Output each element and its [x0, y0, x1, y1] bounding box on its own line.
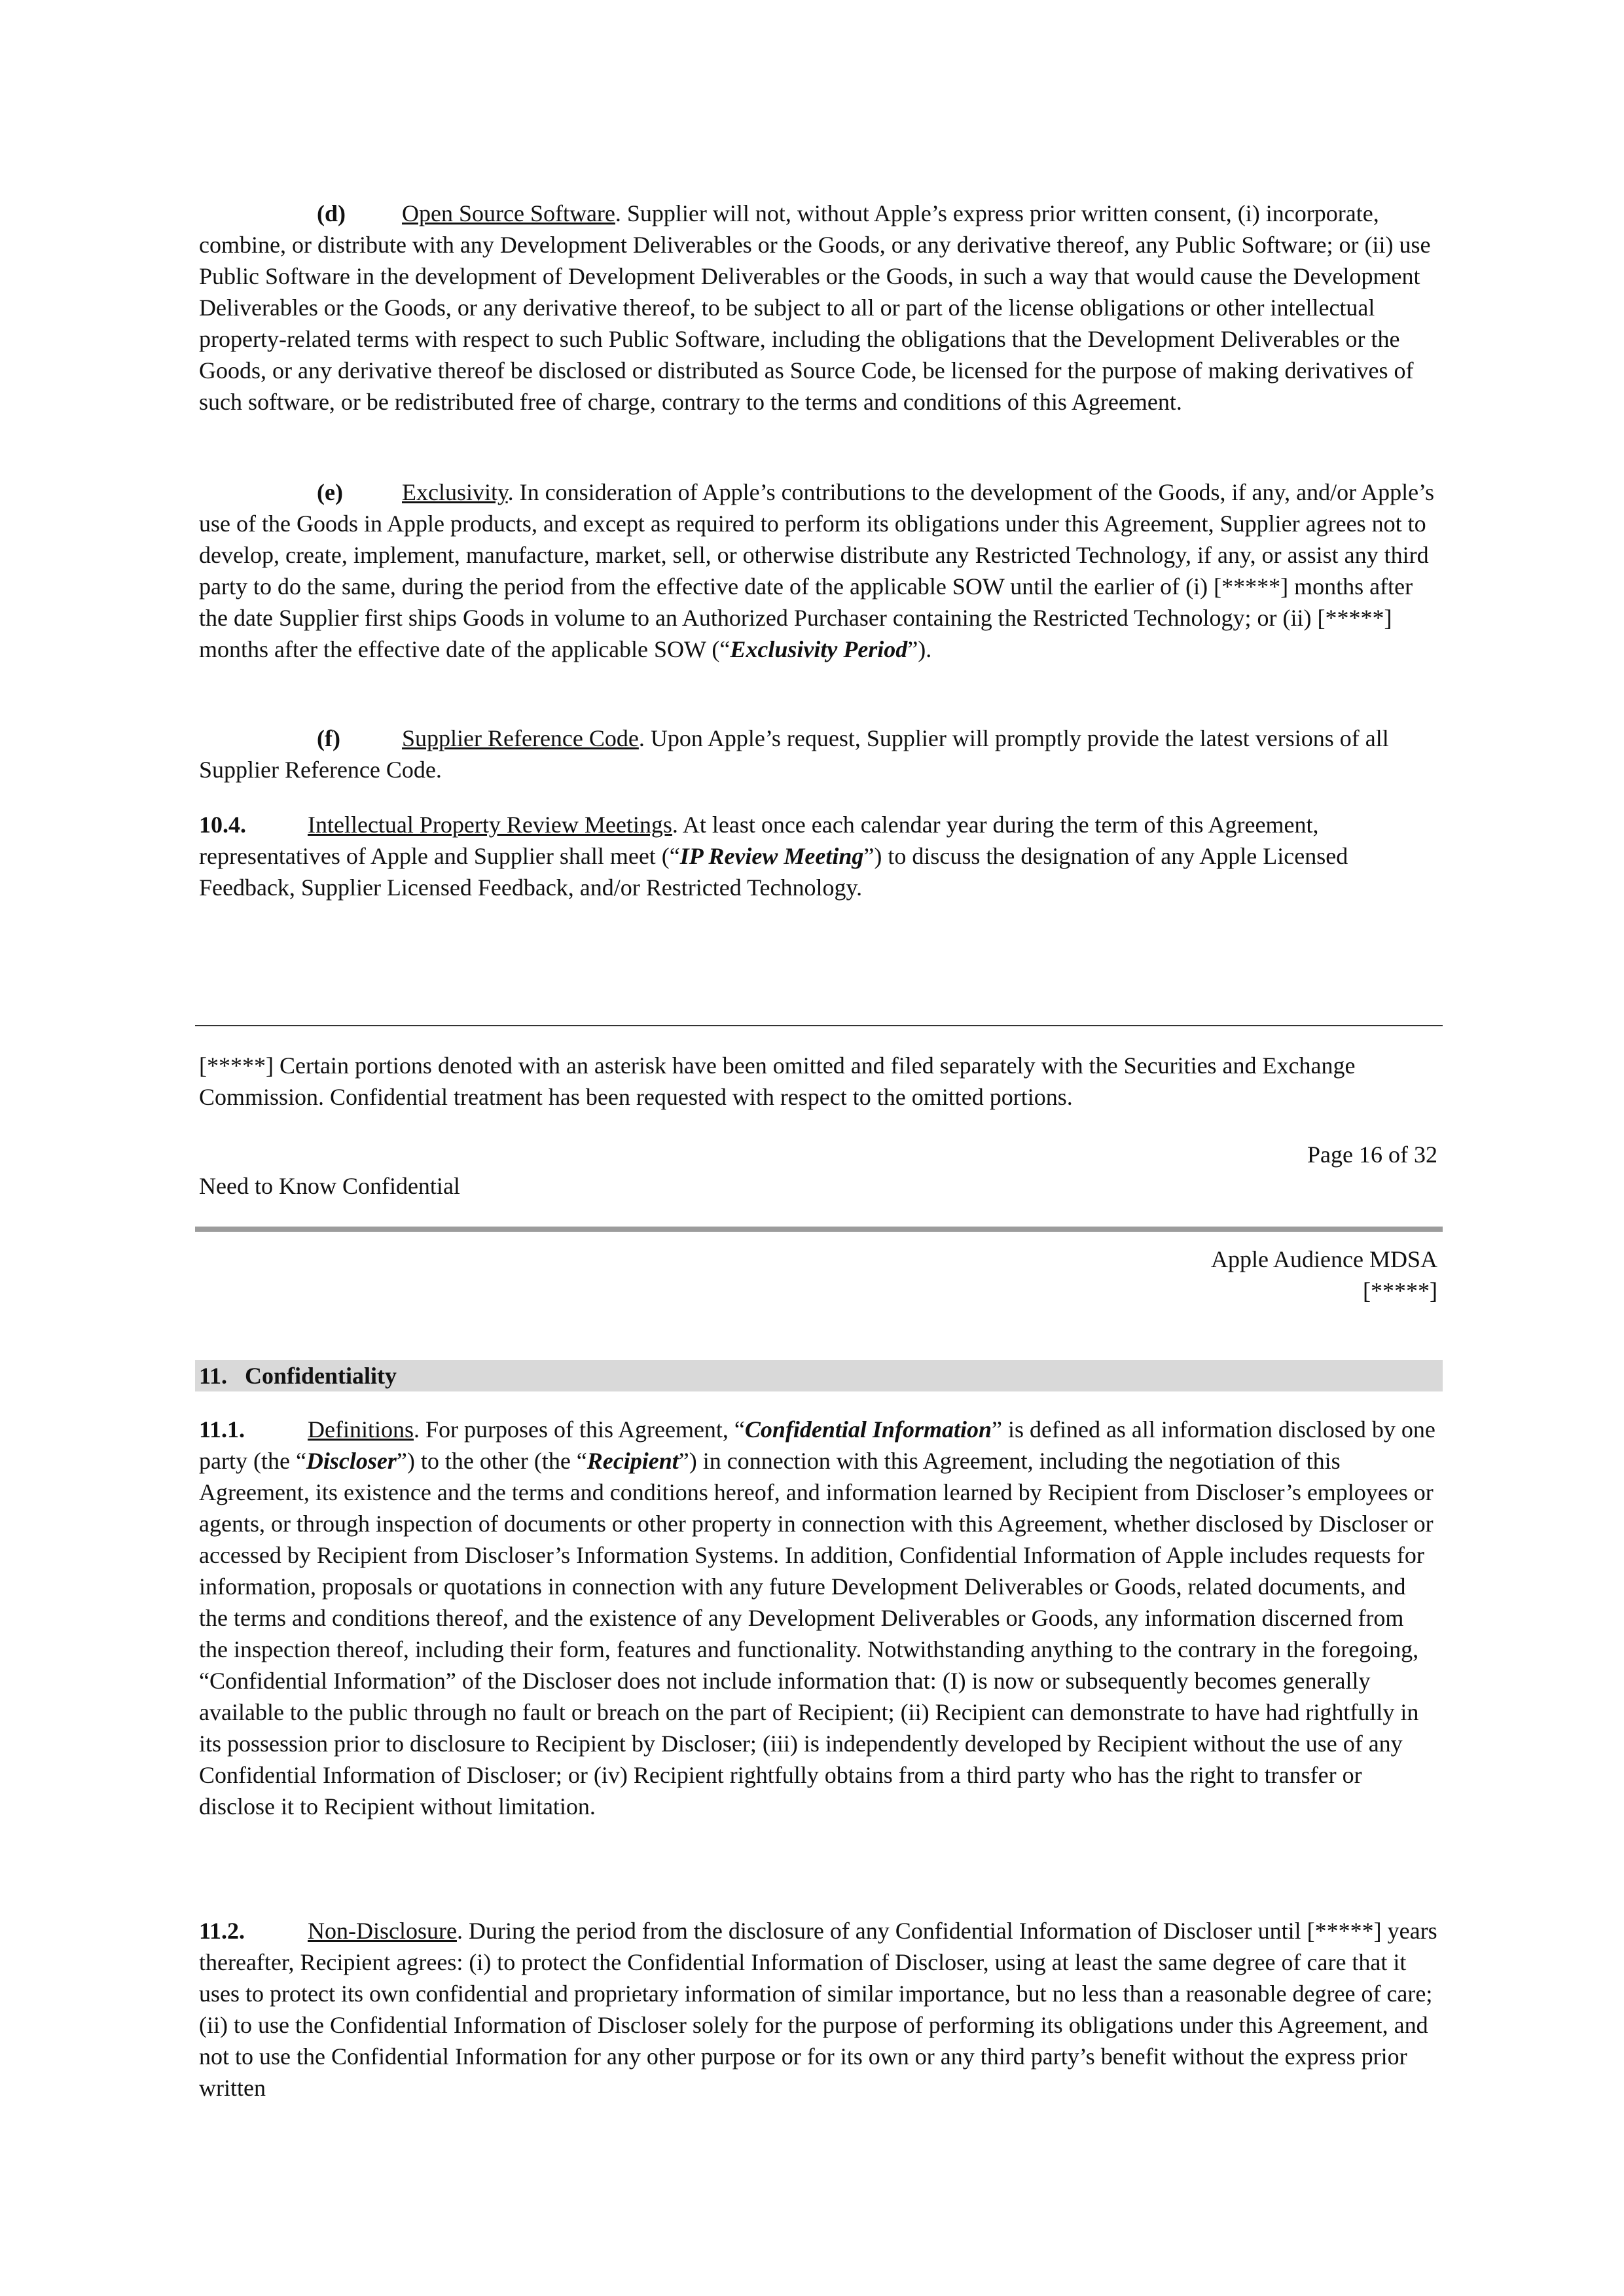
clause-e-end: ”). [907, 636, 932, 662]
footnote [199, 1050, 1437, 1113]
clause-d [199, 198, 1437, 440]
clause-f [199, 723, 1437, 808]
section-11-1-body-4: ”) in connection with this Agreement, including the negotiation of this Agreement, its existence and the terms and conditions hereof, and information learned by Recipient from Discloser’s employees or agents, or through inspection of documents or other property in connection with this Agreement, whether disclosed by Discloser or accessed by Recipient from Discloser’s Information Systems. In addition, Confidential Information of Apple includes requests for information, proposals or quotations in connection with any future Development Deliverables or Goods, related documents, and the terms and conditions thereof, and the existence of any Development Deliverables or Goods, any information discerned from the inspection thereof, including their form, features and functionality. Notwithstanding anything to the contrary in the foregoing, “Confidential Information” of the Discloser does not include information that: (I) is now or subsequently becomes generally available to the public through no fault or breach on the part of Recipient; (ii) Recipient can demonstrate to have had rightfully in its possession prior to disclosure to Recipient by Discloser; (iii) is independently developed by Recipient without the use of any Confidential Information of Discloser; or (iv) Recipient rightfully obtains from a third party who has the right to transfer or disclose it to Recipient without limitation. [199, 1448, 1434, 1820]
clause-e-label: (e) [317, 479, 343, 505]
clause-f-body: . Upon Apple’s request, Supplier will promptly provide the latest versions of all Supplier Reference Code. [199, 725, 1389, 783]
header-code: [*****] [1363, 1278, 1437, 1304]
section-11-1-body-2: ” is defined as all information disclosed by one party (the “ [199, 1416, 1435, 1474]
clause-d-body: . Supplier will not, without Apple’s express prior written consent, (i) incorporate, combine, or distribute with any Development Deliverables or the Goods, or any derivative thereof, any Public Software; or (ii) use Public Software in the development of Development Deliverables or the Goods, in such a way that would cause the Development Deliverables or the Goods, or any derivative thereof, to be subject to all or part of the license obligations or other intellectual property-related terms with respect to such Public Software, including the obligations that the Development Deliverables or the Goods, or any derivative thereof be disclosed or distributed as Source Code, be licensed for the purpose of making derivatives of such software, or be redistributed free of charge, contrary to the terms and conditions of this Agreement. [199, 200, 1431, 415]
clause-e-title: Exclusivity [402, 479, 508, 505]
section-10-4-body: . At least once each calendar year during the term of this Agreement, representatives of Apple and Supplier shall meet (“ [199, 812, 1319, 869]
clause-e [199, 476, 1437, 687]
section-10-4-number: 10.4. [199, 812, 246, 838]
section-11-1-term-3: Recipient [586, 1448, 679, 1474]
section-11-1-body-3: ”) to the other (the “ [396, 1448, 587, 1474]
clause-d-label: (d) [317, 200, 346, 226]
section-11-1-term-1: Confidential Information [744, 1416, 992, 1443]
section-10-4 [199, 809, 1437, 925]
clause-e-defined-term: Exclusivity Period [730, 636, 908, 662]
confidential-label: Need to Know Confidential [199, 1173, 460, 1199]
section-11-2 [199, 1915, 1437, 2126]
footnote-text: [*****] Certain portions denoted with an asterisk have been omitted and filed separately with the Securities and Exchange Commission. Confidential treatment has been requested with respect to the omitted portions. [199, 1052, 1356, 1110]
section-11-1-term-2: Discloser [306, 1448, 397, 1474]
section-11-1 [199, 1414, 1437, 1844]
clause-f-title: Supplier Reference Code [402, 725, 639, 751]
section-heading: 11. Confidentiality [199, 1363, 397, 1389]
section-11-2-body: . During the period from the disclosure of any Confidential Information of Discloser until [*****] years thereafter, Recipient agrees: (i) to protect the Confidential Information of Discloser, using at least the same degree of care that it uses to protect its own confidential and proprietary information of similar importance, but no less than a reasonable degree of care; (ii) to use the Confidential Information of Discloser solely for the purpose of performing its obligations under this Agreement, and not to use the Confidential Information for any other purpose or for its own or any third party’s benefit without the express prior written [199, 1918, 1437, 2101]
section-11-1-body-1: . For purposes of this Agreement, “ [413, 1416, 745, 1443]
section-10-4-defined-term: IP Review Meeting [679, 843, 864, 869]
clause-d-title: Open Source Software [402, 200, 615, 226]
section-11-1-title: Definitions [308, 1416, 414, 1443]
section-11-2-number: 11.2. [199, 1918, 245, 1944]
section-10-4-end: ”) to discuss the designation of any Apple Licensed Feedback, Supplier Licensed Feedback, and/or Restricted Technology. [199, 843, 1348, 901]
page-number: Page 16 of 32 [1307, 1141, 1437, 1168]
page-separator [195, 1227, 1443, 1232]
footnote-divider [195, 1025, 1443, 1026]
section-11-2-title: Non-Disclosure [308, 1918, 457, 1944]
section-11-1-number: 11.1. [199, 1416, 245, 1443]
section-10-4-title: Intellectual Property Review Meetings [308, 812, 672, 838]
header-title: Apple Audience MDSA [1211, 1246, 1437, 1272]
clause-e-body: . In consideration of Apple’s contributions to the development of the Goods, if any, and/or Apple’s use of the Goods in Apple products, and except as required to perform its obligations under this Agreement, Supplier agrees not to develop, create, implement, manufacture, market, sell, or otherwise distribute any Restricted Technology, if any, or assist any third party to do the same, during the period from the effective date of the applicable SOW until the earlier of (i) [*****] months after the date Supplier first ships Goods in volume to an Authorized Purchaser containing the Restricted Technology; or (ii) [*****] months after the effective date of the applicable SOW (“ [199, 479, 1435, 662]
section-heading-bar [195, 1360, 1443, 1391]
clause-f-label: (f) [317, 725, 340, 751]
